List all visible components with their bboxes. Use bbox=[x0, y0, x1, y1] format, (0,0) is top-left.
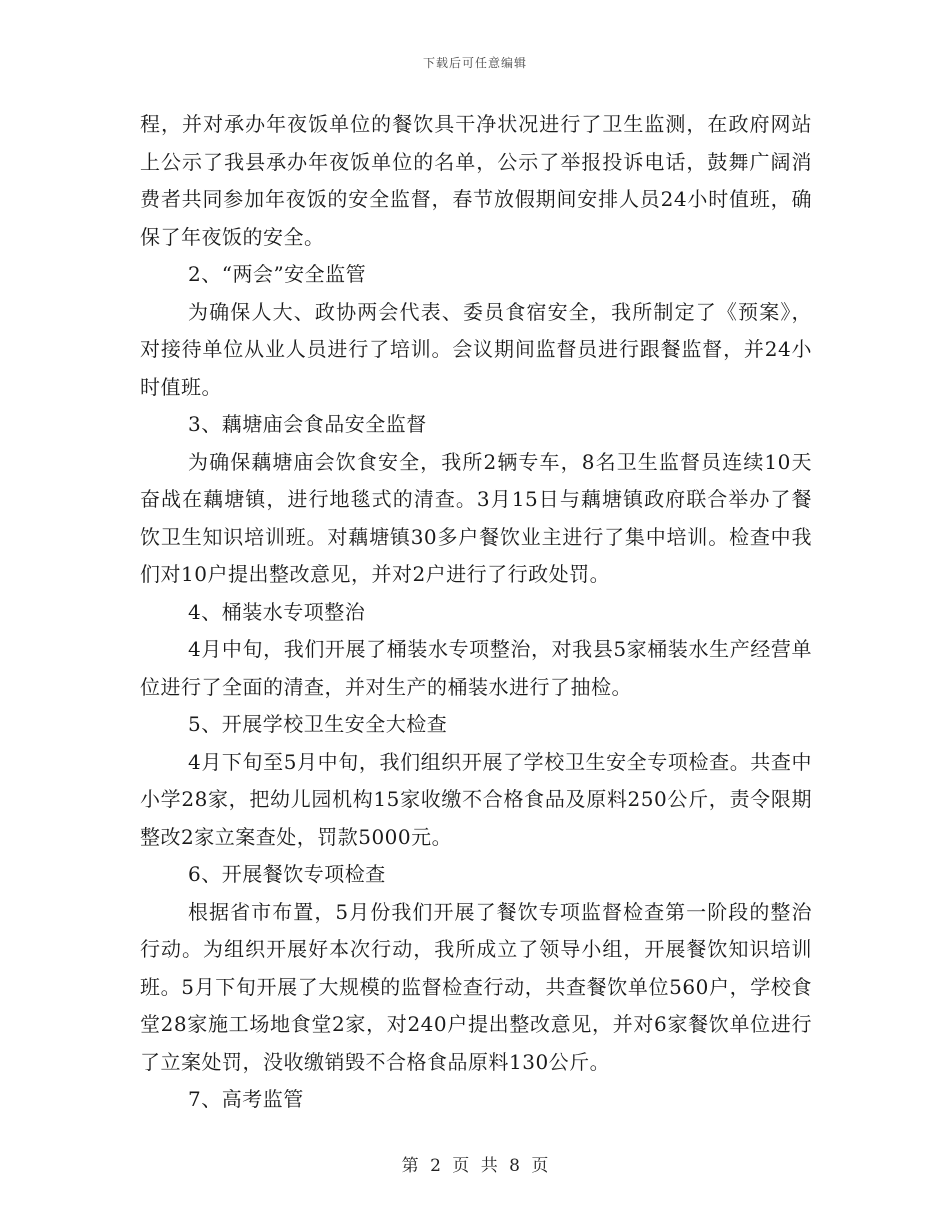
paragraph: 为确保藕塘庙会饮食安全，我所2辆专车，8名卫生监督员连续10天奋战在藕塘镇，进行地毯式的清查。3月15日与藕塘镇政府联合举办了餐饮卫生知识培训班。对藕塘镇30多户餐饮业主进行了集中培训。检查中我们对10户提出整改意见，并对2户进行了行政处罚。 bbox=[140, 449, 812, 586]
section-heading: 5、开展学校卫生安全大检查 bbox=[188, 712, 448, 736]
paragraph: 程，并对承办年夜饭单位的餐饮具干净状况进行了卫生监测，在政府网站上公示了我县承办年夜饭单位的名单，公示了举报投诉电话，鼓舞广阔消费者共同参加年夜饭的安全监督，春节放假期间安排人员24小时值班，确保了年夜饭的安全。 bbox=[140, 112, 812, 249]
paragraph: 为确保人大、政协两会代表、委员食宿安全，我所制定了《预案》，对接待单位从业人员进行了培训。会议期间监督员进行跟餐监督，并24小时值班。 bbox=[140, 299, 812, 399]
page-header: 下载后可任意编辑 bbox=[422, 56, 527, 70]
paragraph: 4月下旬至5月中旬，我们组织开展了学校卫生安全专项检查。共查中小学28家，把幼儿园机构15家收缴不合格食品及原料250公斤，责令限期整改2家立案查处，罚款5000元。 bbox=[140, 749, 812, 849]
section-heading: 2、“两会”安全监管 bbox=[188, 262, 367, 286]
section-heading: 3、藕塘庙会食品安全监督 bbox=[188, 412, 427, 436]
paragraph: 4月中旬，我们开展了桶装水专项整治，对我县5家桶装水生产经营单位进行了全面的清查，并对生产的桶装水进行了抽检。 bbox=[140, 637, 812, 699]
page-number-footer: 第 2 页 共 8 页 bbox=[401, 1156, 549, 1176]
section-heading: 6、开展餐饮专项检查 bbox=[188, 862, 386, 886]
paragraph: 根据省市布置，5月份我们开展了餐饮专项监督检查第一阶段的整治行动。为组织开展好本次行动，我所成立了领导小组，开展餐饮知识培训班。5月下旬开展了大规模的监督检查行动，共查餐饮单位560户，学校食堂28家施工场地食堂2家，对240户提出整改意见，并对6家餐饮单位进行了立案处罚，没收缴销毁不合格食品原料130公斤。 bbox=[140, 899, 812, 1074]
section-heading: 7、高考监管 bbox=[188, 1087, 304, 1111]
section-heading: 4、桶装水专项整治 bbox=[188, 599, 366, 624]
document-body bbox=[140, 106, 812, 1119]
